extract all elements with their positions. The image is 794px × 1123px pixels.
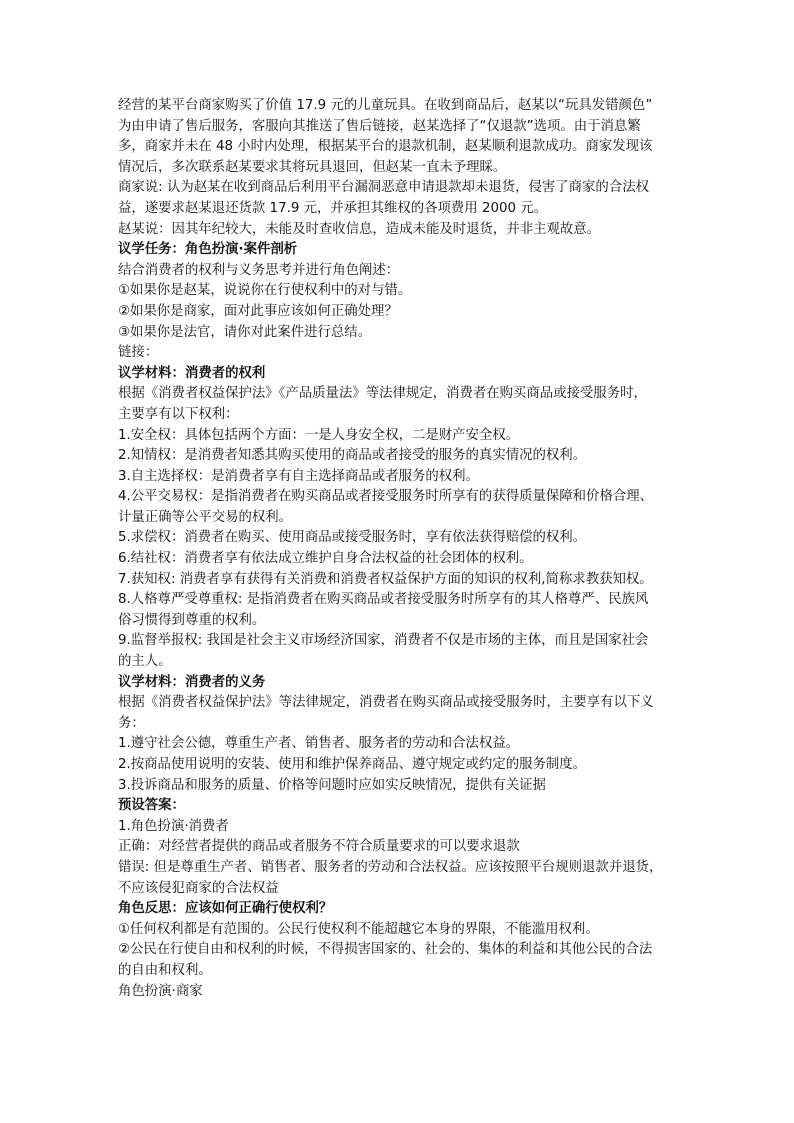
rights-item: 7.获知权: 消费者享有获得有关消费和消费者权益保护方面的知识的权利,简称求教获知权。 (118, 571, 653, 587)
rights-item-cont: 的主人。 (118, 654, 172, 670)
task-heading: 议学任务：角色扮演·案件剖析 (118, 242, 298, 258)
rights-heading: 议学材料：消费者的权利 (118, 365, 266, 381)
rights-item: 8.人格尊严受尊重权: 是指消费者在购买商品或者接受服务时所享有的其人格尊严、民族风 (118, 592, 649, 608)
merchant-line: 商家说: 认为赵某在收到商品后利用平台漏洞恶意申请退款却未退货，侵害了商家的合法权 (118, 180, 649, 196)
answer-correct: 正确：对经营者提供的商品或者服务不符合质量要求的可以要求退款 (118, 839, 520, 855)
case-description (118, 96, 688, 178)
rights-item: 9.监督举报权: 我国是社会主义市场经济国家，消费者不仅是市场的主体，而且是国家社会 (118, 633, 649, 649)
case-line: 情况后，多次联系赵某要求其将玩具退回，但赵某一直未予理睬。 (118, 159, 507, 175)
rights-item: 2.知情权：是消费者知悉其购买使用的商品或者接受的服务的真实情况的权利。 (118, 448, 587, 464)
rights-intro: 主要享有以下权利： (118, 406, 239, 422)
reflection-heading: 角色反思：应该如何正确行使权利？ (118, 901, 333, 917)
case-line: 为由申请了售后服务，客服向其推送了售后链接，赵某选择了“仅退款”选项。由于消息繁 (118, 118, 641, 134)
document-page (118, 96, 688, 1002)
answer-role-merchant: 角色扮演·商家 (118, 983, 203, 999)
reflection-item-cont: 的自由和权利。 (118, 962, 212, 978)
rights-item: 1.安全权：具体包括两个方面：一是人身安全权，二是财产安全权。 (118, 427, 520, 443)
rights-item: 6.结社权：消费者享有依法成立维护自身合法权益的社会团体的权利。 (118, 551, 533, 567)
answer-heading: 预设答案： (118, 798, 185, 814)
case-line: 多，商家并未在 48 小时内处理，根据某平台的退款机制，赵某顺利退款成功。商家发现该 (118, 139, 653, 155)
rights-intro: 根据《消费者权益保护法》《产品质量法》等法律规定，消费者在购买商品或接受服务时， (118, 386, 647, 402)
answer-role-consumer: 1.角色扮演·消费者 (118, 818, 229, 834)
duties-intro: 务： (118, 715, 145, 731)
answer-wrong: 错误: 但是尊重生产者、销售者、服务者的劳动和合法权益。应该按照平台规则退款并退货， (118, 859, 663, 875)
rights-item: 3.自主选择权：是消费者享有自主选择商品或者服务的权利。 (118, 468, 479, 484)
merchant-line: 益，遂要求赵某退还货款 17.9 元，并承担其维权的各项费用 2000 元。 (118, 200, 548, 216)
rights-item-cont: 计量正确等公平交易的权利。 (118, 509, 293, 525)
reflection-item: ①任何权利都是有范围的。公民行使权利不能超越它本身的界限，不能滥用权利。 (118, 921, 599, 937)
duties-item: 2.按商品使用说明的安装、使用和维护保养商品、遵守规定或约定的服务制度。 (118, 757, 587, 772)
rights-item: 5.求偿权：消费者在购买、使用商品或接受服务时，享有依法获得赔偿的权利。 (118, 530, 587, 546)
duties-heading: 议学材料：消费者的义务 (118, 674, 266, 690)
link-label: 链接： (118, 345, 159, 361)
duties-item: 3.投诉商品和服务的质量、价格等问题时应如实反映情况，提供有关证据 (118, 777, 546, 793)
task-item: ②如果你是商家，面对此事应该如何正确处理？ (118, 303, 398, 319)
answer-wrong-cont: 不应该侵犯商家的合法权益 (118, 880, 279, 896)
merchant-statement (118, 178, 688, 219)
case-line: 经营的某平台商家购买了价值 17.9 元的儿童玩具。在收到商品后，赵某以“玩具发错颜色” (118, 98, 653, 113)
rights-item-cont: 俗习惯得到尊重的权利。 (118, 612, 266, 628)
duties-intro: 根据《消费者权益保护法》等法律规定，消费者在购买商品或接受服务时，主要享有以下义 (118, 695, 654, 711)
task-item: ①如果你是赵某，说说你在行使权利中的对与错。 (118, 283, 412, 299)
task-intro: 结合消费者的权利与义务思考并进行角色阐述： (118, 262, 400, 278)
zhao-statement: 赵某说：因其年纪较大，未能及时查收信息，造成未能及时退货，并非主观故意。 (118, 221, 601, 237)
task-item: ③如果你是法官，请你对此案件进行总结。 (118, 324, 372, 340)
reflection-item: ②公民在行使自由和权利的时候，不得损害国家的、社会的、集体的利益和其他公民的合法 (118, 942, 653, 958)
rights-item: 4.公平交易权：是指消费者在购买商品或者接受服务时所享有的获得质量保障和价格合理、 (118, 489, 654, 505)
duties-item: 1.遵守社会公德，尊重生产者、销售者、服务者的劳动和合法权益。 (118, 736, 520, 752)
